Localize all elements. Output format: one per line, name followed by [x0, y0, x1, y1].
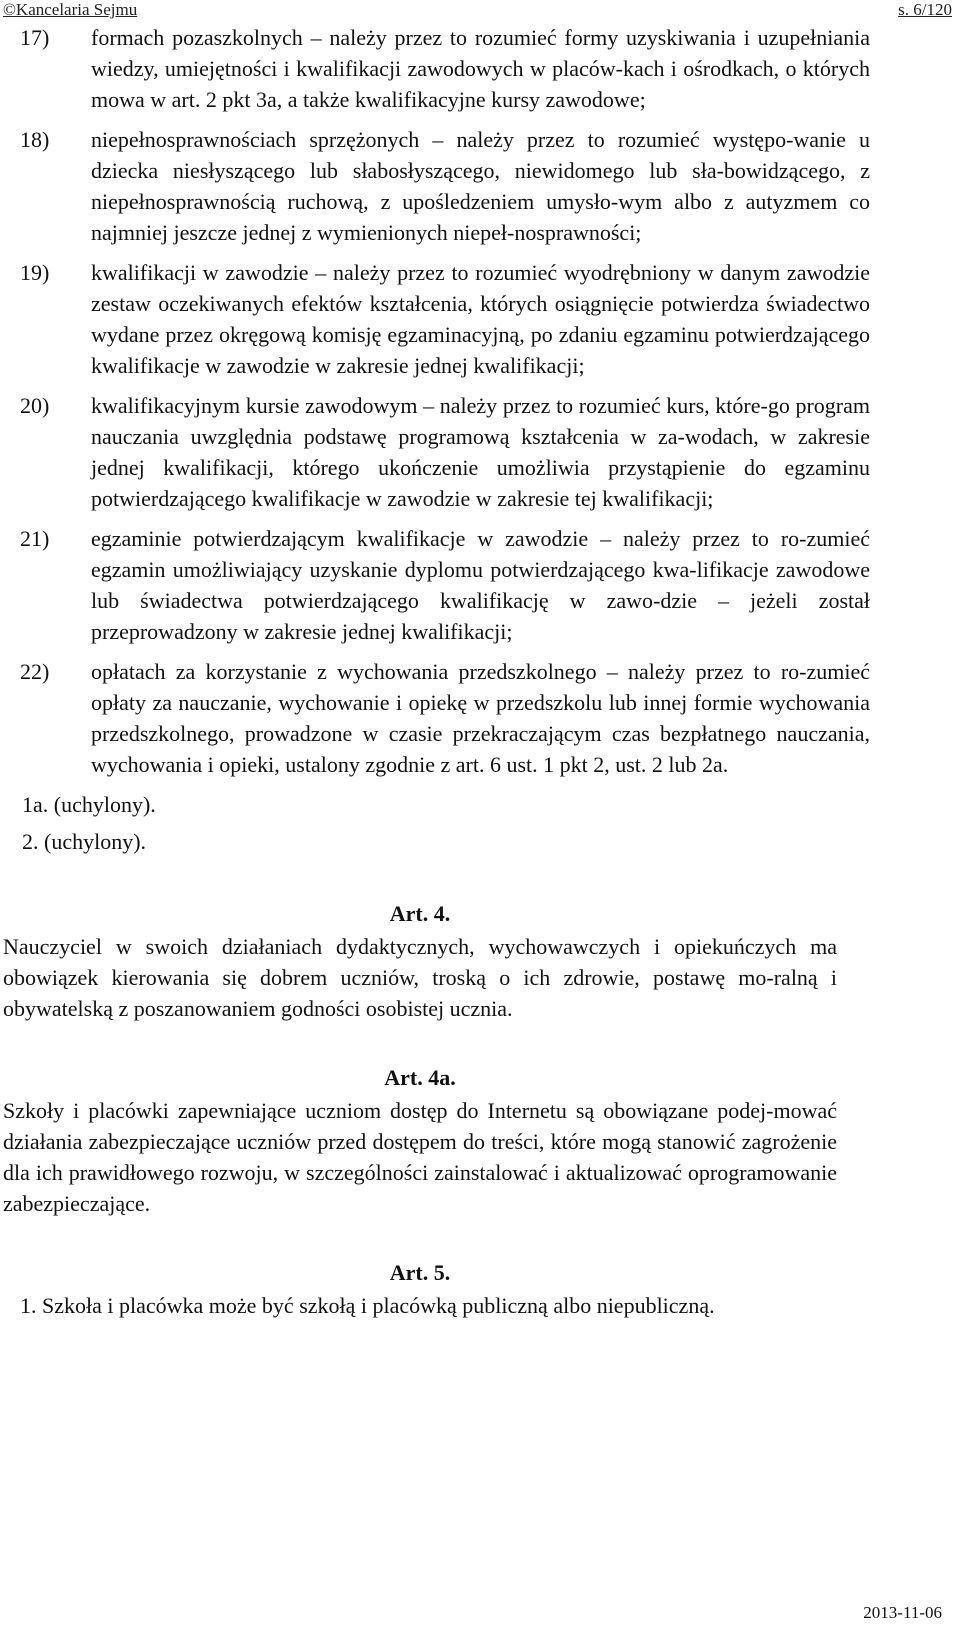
article-title: Art. 5. [389, 1260, 451, 1285]
repealed-clause: 2. (uchylony). [22, 829, 147, 854]
list-item [0, 22, 870, 115]
page-header [0, 0, 960, 22]
article-text: 1. Szkoła i placówka może być szkołą i placówką publiczną albo niepubliczną. [20, 1293, 715, 1318]
article-text: Nauczyciel w swoich działaniach dydaktycznych, wychowawczych i opiekuńczych ma obowiązek kierowania się dobrem uczniów, troską o ich zdrowie, postawę mo-ralną i obywatelską z poszanowaniem godności osobistej ucznia. [3, 934, 837, 1021]
page-number: s. 6/120 [898, 0, 952, 19]
article-text: Szkoły i placówki zapewniające uczniom dostęp do Internetu są obowiązane podej-mować działania zabezpieczające uczniów przed dostępem do treści, które mogą stanowić zagrożenie dla ich prawidłowego rozwoju, w szczególności zainstalować i aktualizować oprogramowanie zabezpieczające. [3, 1098, 837, 1216]
item-text: kwalifikacyjnym kursie zawodowym – należy przez to rozumieć kurs, które-go program nauczania uwzględnia podstawę programową kształcenia w za-wodach, w zakresie jednej kwalifikacji, którego ukończenie umożliwia przystąpienie do egzaminu potwierdzającego kwalifikacje w zawodzie w zakresie tej kwalifikacji; [91, 393, 870, 511]
article-title: Art. 4. [389, 901, 451, 926]
item-number: 19) [20, 260, 50, 285]
item-number: 20) [20, 393, 50, 418]
list-item [0, 257, 870, 381]
document-date: 2013-11-06 [863, 1603, 942, 1622]
item-number: 17) [20, 25, 50, 50]
list-item [0, 124, 870, 248]
list-item [0, 523, 870, 647]
repealed-clause: 1a. (uchylony). [22, 792, 156, 817]
item-text: egzaminie potwierdzającym kwalifikacje w zawodzie – należy przez to ro-zumieć egzamin umożliwiający uzyskanie dyplomu potwierdzającego kwa-lifikacje zawodowe lub świadectwa potwierdzającego kwalifikację w zawo-dzie – jeżeli został przeprowadzony w zakresie jednej kwalifikacji; [91, 526, 870, 644]
item-number: 22) [20, 659, 50, 684]
document-body [0, 22, 960, 1321]
list-item [0, 390, 870, 514]
item-text: opłatach za korzystanie z wychowania przedszkolnego – należy przez to ro-zumieć opłaty za nauczanie, wychowanie i opiekę w przedszkolu lub innej formie wychowania przedszkolnego, prowadzone w czasie przekraczającym czas bezpłatnego nauczania, wychowania i opieki, ustalony zgodnie z art. 6 ust. 1 pkt 2, ust. 2 lub 2a. [91, 659, 870, 777]
source-label: ©Kancelaria Sejmu [3, 0, 138, 19]
item-text: kwalifikacji w zawodzie – należy przez to rozumieć wyodrębniony w danym zawodzie zestaw oczekiwanych efektów kształcenia, których osiągnięcie potwierdza świadectwo wydane przez okręgową komisję egzaminacyjną, po zdaniu egzaminu potwierdzającego kwalifikacje w zawodzie w zakresie jednej kwalifikacji; [91, 260, 870, 378]
item-text: niepełnosprawnościach sprzężonych – należy przez to rozumieć występo-wanie u dziecka niesłyszącego lub słabosłyszącego, niewidomego lub sła-bowidzącego, z niepełnosprawnością ruchową, z upośledzeniem umysło-wym albo z autyzmem co najmniej jeszcze jednej z wymienionych niepeł-nosprawności; [91, 127, 870, 245]
item-number: 21) [20, 526, 50, 551]
item-text: formach pozaszkolnych – należy przez to rozumieć formy uzyskiwania i uzupełniania wiedzy, umiejętności i kwalifikacji zawodowych w placów-kach i ośrodkach, o których mowa w art. 2 pkt 3a, a także kwalifikacyjne kursy zawodowe; [91, 25, 870, 112]
item-number: 18) [20, 127, 50, 152]
list-item [0, 656, 870, 780]
article-title: Art. 4a. [384, 1065, 456, 1090]
